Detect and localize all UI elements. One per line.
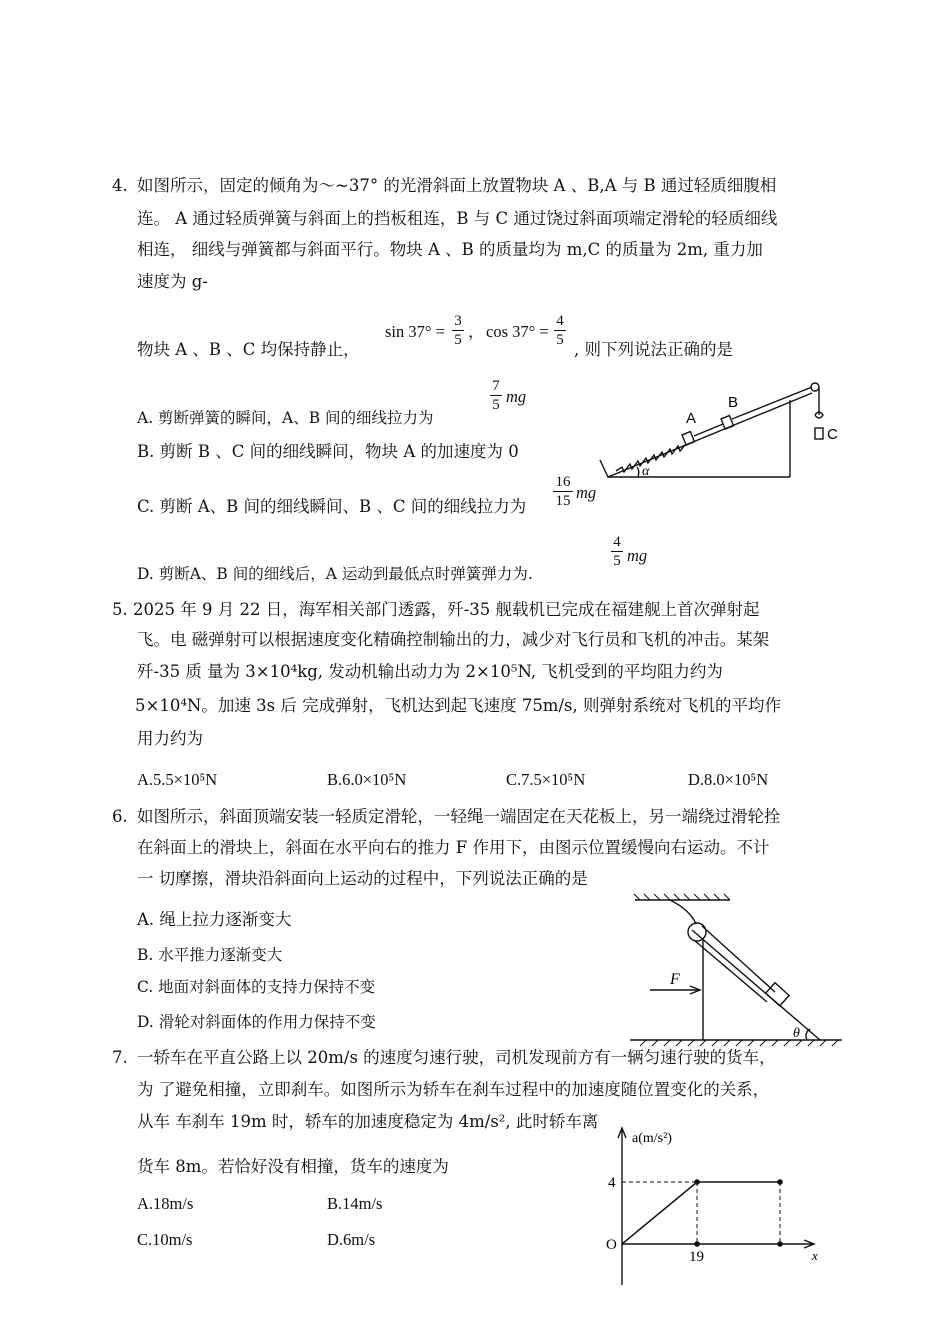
- option-c-mg: mg: [576, 483, 597, 502]
- incline-slope: [608, 393, 812, 477]
- pulley-icon: [811, 383, 819, 391]
- string-ab: [694, 424, 723, 436]
- axis-point-1: [694, 1241, 700, 1247]
- option-a-denominator: 5: [492, 397, 500, 413]
- y-tick-label: 4: [608, 1175, 616, 1191]
- q6-line3: 一 切摩擦，滑块沿斜面向上运动的过程中，下列说法正确的是: [137, 869, 588, 888]
- string-bc: [732, 387, 812, 419]
- option-a-fraction: [490, 378, 502, 413]
- option-c-fraction: [553, 474, 573, 509]
- q4-line5-start: 物块 A 、B 、C 均保持静止，: [137, 340, 360, 359]
- option-a-numerator: 7: [492, 378, 500, 394]
- x-axis-label: x: [812, 1248, 818, 1263]
- sin-fraction: [452, 313, 464, 348]
- q4-line5-end: , 则下列说法正确的是: [574, 340, 733, 359]
- q4-option-d: D. 剪断A、B 间的细线后，A 运动到最低点时弹簧弹力为.: [137, 565, 533, 583]
- angle-arc: [637, 467, 639, 477]
- y-axis-label: a(m/s²): [632, 1131, 672, 1146]
- incline-figure: [590, 375, 850, 485]
- incline-slope: [692, 930, 820, 1040]
- sin-label: sin 37° =: [385, 322, 445, 341]
- q6-line2: 在斜面上的滑块上，斜面在水平向右的推力 F 作用下，由图示位置缓慢向右运动。不计: [137, 838, 770, 857]
- q5-line5: 用力约为: [137, 729, 203, 748]
- label-a: A: [686, 410, 697, 427]
- q5-option-b: B.6.0×10⁵N: [327, 770, 407, 789]
- pulley-icon: [688, 923, 706, 941]
- q4-comma: ，: [468, 322, 485, 341]
- option-c-numerator: 16: [555, 474, 571, 490]
- rope-upper: [702, 926, 775, 992]
- sin-denominator: 5: [454, 332, 462, 348]
- q7-option-b: B.14m/s: [327, 1194, 383, 1213]
- rope-ceiling: [670, 900, 696, 924]
- q7-line3: 从车 车刹车 19m 时，轿车的加速度稳定为 4m/s², 此时轿车离: [137, 1112, 599, 1131]
- q5-line2: 飞。电 磁弹射可以根据速度变化精确控制输出的力，减少对飞行员和飞机的冲击。某架: [137, 630, 770, 649]
- q5-line4: 5×10⁴N。加速 3s 后 完成弹射，飞机达到起飞速度 75m/s, 则弹射系统对飞机的平均作: [135, 696, 781, 715]
- q6-number: 6.: [112, 807, 128, 826]
- block-a: [682, 432, 694, 446]
- block-c: [815, 428, 823, 439]
- option-a-mg: mg: [506, 387, 527, 406]
- q4-line2: 连。 A 通过轻质弹簧与斜面上的挡板租连，B 与 C 通过饶过斜面项端定滑轮的轻质细线: [137, 209, 778, 228]
- rope-lower: [694, 940, 767, 1002]
- q5-line1: 5. 2025 年 9 月 22 日，海军相关部门透露，歼-35 舰载机已完成在福建舰上首次弹射起: [112, 600, 760, 619]
- q6-option-b: B. 水平推力逐渐变大: [137, 946, 283, 964]
- q7-line1: 一轿车在平直公路上以 20m/s 的速度匀速行驶，司机发现前方有一辆匀速行驶的货车，: [137, 1048, 776, 1067]
- q7-option-a: A.18m/s: [137, 1194, 194, 1213]
- q6-option-a: A. 绳上拉力逐渐变大: [137, 910, 292, 929]
- q5-option-d: D.8.0×10⁵N: [688, 770, 769, 789]
- ceiling-hatch: [634, 894, 730, 900]
- q5-option-c: C.7.5×10⁵N: [506, 770, 586, 789]
- q7-line4: 货车 8m。若恰好没有相撞，货车的速度为: [137, 1157, 449, 1176]
- q4-line1: 如图所示，固定的倾角为～~37° 的光滑斜面上放置物块 A 、B,A 与 B 通过轻质细腹相: [137, 176, 777, 195]
- q7-number: 7.: [112, 1048, 128, 1067]
- acceleration-chart: [600, 1120, 830, 1290]
- ground-hatch: [640, 1040, 838, 1046]
- option-d-fraction: [611, 534, 623, 569]
- q5-option-a: A.5.5×10⁵N: [137, 770, 218, 789]
- origin-label: O: [606, 1237, 617, 1253]
- option-d-mg: mg: [627, 546, 648, 565]
- q7-line2: 为 了避免相撞，立即刹车。如图所示为轿车在刹车过程中的加速度随位置变化的关系，: [137, 1080, 770, 1099]
- x-tick-label: 19: [689, 1249, 705, 1265]
- label-f: F: [670, 971, 680, 988]
- cos-denominator: 5: [556, 332, 564, 348]
- q4-option-b: B. 剪断 B 、C 间的细线瞬间，物块 A 的加速度为 0: [137, 442, 519, 461]
- q4-option-a: A. 剪断弹簧的瞬间，A、B 间的细线拉力为: [137, 409, 434, 427]
- acceleration-series-line: [622, 1182, 780, 1244]
- q6-option-c: C. 地面对斜面体的支持力保持不变: [137, 978, 376, 996]
- label-c: C: [827, 426, 838, 443]
- data-point-1: [694, 1179, 700, 1185]
- q7-option-d: D.6m/s: [327, 1230, 376, 1249]
- q4-line3: 相连， 细线与弹簧都与斜面平行。物块 A 、B 的质量均为 m,C 的质量为 2m, 重力加: [137, 240, 763, 259]
- label-theta: θ: [793, 1026, 800, 1041]
- q5-line3: 歼-35 质 量为 3×10⁴kg, 发动机输出动力为 2×10⁵N, 飞机受到的平均阻力约为: [137, 662, 723, 681]
- data-point-2: [777, 1179, 783, 1185]
- option-c-denominator: 15: [555, 493, 571, 509]
- block-b: [721, 416, 733, 430]
- cos-numerator: 4: [556, 313, 564, 329]
- label-alpha: α: [642, 464, 650, 479]
- axis-point-2: [777, 1241, 783, 1247]
- q4-option-c: C. 剪断 A、B 间的细线瞬间、B 、C 间的细线拉力为: [137, 497, 527, 516]
- q6-option-d: D. 滑轮对斜面体的作用力保持不变: [137, 1013, 376, 1031]
- cos-fraction: [554, 313, 566, 348]
- q6-line1: 如图所示，斜面顶端安装一轻质定滑轮，一轻绳一端固定在天花板上，另一端绕过滑轮拴: [137, 807, 781, 826]
- cos-label: cos 37° =: [486, 322, 549, 341]
- q4-number: 4.: [112, 176, 128, 195]
- option-d-denominator: 5: [613, 553, 621, 569]
- label-b: B: [728, 394, 739, 411]
- pulley-incline-figure: [630, 892, 845, 1042]
- option-d-numerator: 4: [613, 534, 621, 550]
- sin-numerator: 3: [454, 313, 462, 329]
- q7-option-c: C.10m/s: [137, 1230, 193, 1249]
- q4-line4: 速度为 g-: [137, 272, 208, 291]
